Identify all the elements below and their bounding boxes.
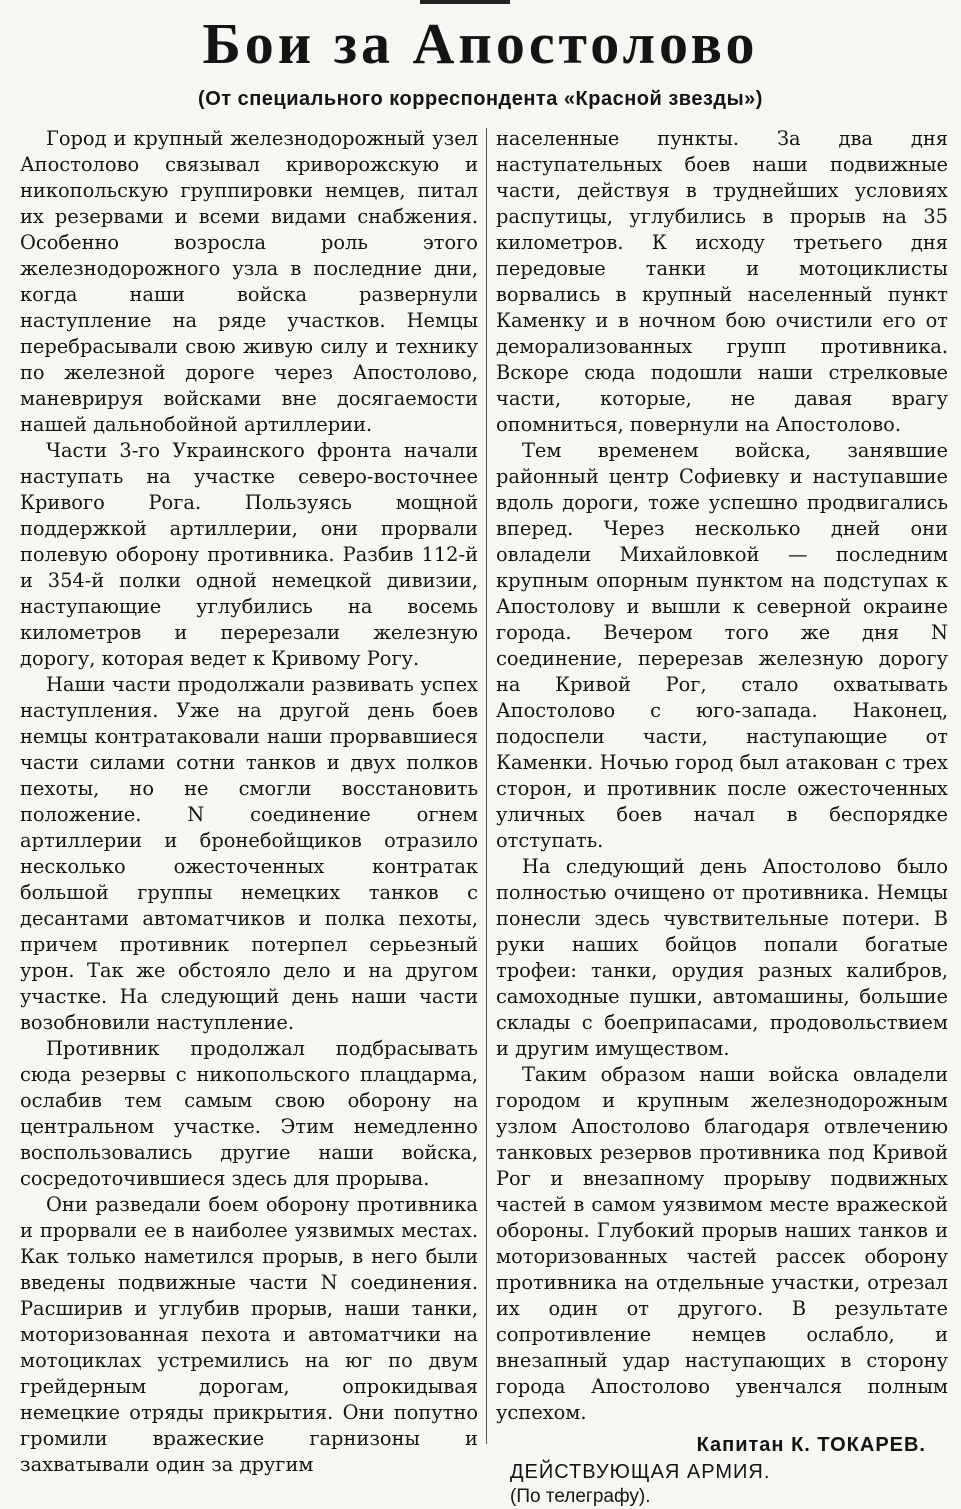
author-signature: Капитан К. ТОКАРЕВ.	[696, 1434, 926, 1456]
paragraph: Тем временем войска, занявшие районный центр Софиевку и наступавшие вдоль дороги, тоже успешно продвигались вперед. Через несколько дней они овладели Михайловкой — последним крупным опорным пунктом на подступах к Апостолову и вышли к северной окраине города. Вечером того же дня N соединение, перерезав железную дорогу на Кривой Рог, стало охватывать Апостолово с юго-запада. Наконец, подоспели части, наступающие от Каменки. Ночью город был атакован с трех сторон, и противник после ожесточенных уличных боев начал в беспорядке отступать.	[496, 439, 948, 852]
paragraph: Части 3-го Украинского фронта начали наступать на участке северо-восточнее Кривого Рога. Пользуясь мощной поддержкой артиллерии, они прорвали полевую оборону противника. Разбив 112-й и 354-й полки одной немецкой дивизии, наступающие углубились на восемь километров и перерезали железную дорогу, которая ведет к Кривому Рогу.	[20, 439, 478, 670]
article-headline: Бои за Апостолово	[202, 11, 759, 76]
article-subtitle: (От специального корреспондента «Красной звезды»)	[198, 88, 763, 110]
paragraph: На следующий день Апостолово было полностью очищено от противника. Немцы понесли здесь чувствительные потери. В руки наших бойцов попали богатые трофеи: танки, орудия разных калибров, самоходные пушки, автомашины, большие склады с боеприпасами, продовольствием и другим имуществом.	[496, 855, 948, 1060]
paragraph: Противник продолжал подбрасывать сюда резервы с никопольского плацдарма, ослабив тем самым свою оборону на центральном участке. Этим немедленно воспользовались другие наши войска, сосредоточившиеся здесь для прорыва.	[20, 1037, 478, 1190]
paragraph-continued: населенные пункты. За два дня наступательных боев наши подвижные части, действуя в труднейших условиях распутицы, углубились в прорыв на 35 километров. К исходу третьего дня передовые танки и мотоциклисты ворвались в крупный населенный пункт Каменку и в ночном бою очистили его от деморализованных групп противника. Вскоре сюда подошли наши стрелковые части, которые, не давая врагу опомниться, повернули на Апостолово.	[496, 127, 948, 436]
paragraph: Город и крупный железнодорожный узел Апостолово связывал криворожскую и никопольскую группировки немцев, питал их резервами и всеми видами снабжения. Особенно возросла роль этого железнодорожного узла в последние дни, когда наши войска развернули наступление на ряде участков. Немцы перебрасывали свою живую силу и технику по железной дороге через Апостолово, маневрируя войсками вне досягаемости нашей дальнобойной артиллерии.	[20, 127, 478, 436]
column-divider	[486, 128, 487, 1444]
source-note: (По телеграфу).	[510, 1486, 651, 1507]
right-column	[496, 126, 948, 1507]
paragraph: Таким образом наши войска овладели городом и крупным железнодорожным узлом Апостолово благодаря отвлечению танковых резервов противника под Кривой Рог и внезапному прорыву подвижных частей в самом уязвимом месте вражеской обороны. Глубокий прорыв наших танков и моторизованных частей рассек оборону противника на отдельные участки, отрезал их один от другого. В результате сопротивление немцев ослабло, и внезапный удар наступающих в сторону города Апостолово увенчался полным успехом.	[496, 1063, 948, 1424]
dateline: ДЕЙСТВУЮЩАЯ АРМИЯ.	[510, 1461, 771, 1483]
left-column	[20, 126, 478, 1476]
paragraph: Они разведали боем оборону противника и прорвали ее в наиболее уязвимых местах. Как только наметился прорыв, в него были введены подвижные части N соединения. Расширив и углубив прорыв, наши танки, моторизованная пехота и автоматчики на мотоциклах устремились на юг по двум грейдерным дорогам, опрокидывая немецкие отряды прикрытия. Они попутно громили вражеские гарнизоны и захватывали один за другим	[20, 1193, 478, 1476]
paragraph: Наши части продолжали развивать успех наступления. Уже на другой день боев немцы контратаковали наши прорвавшиеся части силами сотни танков и двух полков пехоты, но не смогли восстановить положение. N соединение огнем артиллерии и бронебойщиков отразило несколько ожесточенных контратак большой группы немецких танков с десантами автоматчиков и полка пехоты, причем противник потерпел серьезный урон. Так же обстояло дело и на другом участке. На следующий день наши части возобновили наступление.	[20, 673, 478, 1034]
